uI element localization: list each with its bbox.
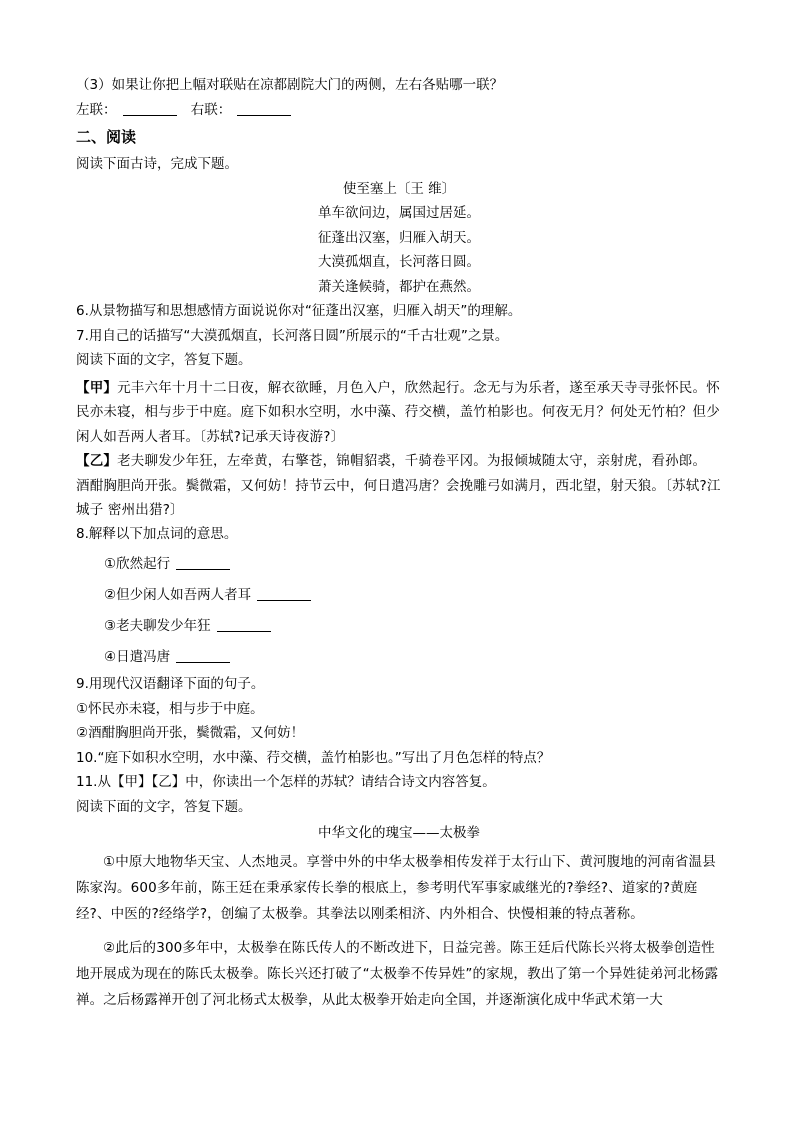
q3-question: （3）如果让你把上幅对联贴在凉都剧院大门的两侧，左右各贴哪一联？ bbox=[76, 77, 504, 93]
q8-item-text: ①欣然起行 bbox=[104, 556, 171, 572]
q8-answer-blank[interactable] bbox=[257, 587, 311, 601]
passage-jia-tag: 【甲】 bbox=[76, 379, 118, 396]
question-9: 9.用现代汉语翻译下面的句子。 bbox=[76, 676, 265, 692]
question-7: 7.用自己的话描写“大漠孤烟直，长河落日圆”所展示的“千古壮观”之景。 bbox=[76, 327, 509, 344]
q8-answer-blank[interactable] bbox=[176, 649, 230, 663]
right-couplet-blank[interactable] bbox=[237, 102, 291, 116]
q8-item-text: ④日遣冯唐 bbox=[104, 649, 171, 665]
q8-answer-blank[interactable] bbox=[217, 618, 271, 632]
article-paragraph: ①中原大地物华天宝、人杰地灵。享誉中外的中华太极拳相传发祥于太行山下、黄河腹地的河南省温县陈家沟。600多年前，陈王廷在秉承家传长拳的根底上，参考明代军事家戚继光的?拳经?、道家的?黄庭经?、中医的?经络学?，创编了太极拳。其拳法以刚柔相济、内外相合、快慢相兼的特点著称。 bbox=[76, 853, 716, 922]
q8-item bbox=[76, 580, 722, 611]
q8-item bbox=[76, 611, 722, 642]
q9-item: ①怀民亦未寝，相与步于中庭。 bbox=[76, 700, 264, 717]
question-10: 10.“庭下如积水空明，水中藻、荇交横，盖竹柏影也。”写出了月色怎样的特点？ bbox=[76, 749, 551, 766]
q8-item bbox=[76, 642, 722, 673]
article-intro: 阅读下面的文字，答复下题。 bbox=[76, 798, 252, 815]
q9-item: ②酒酣胸胆尚开张，鬓微霜，又何妨！ bbox=[76, 725, 305, 741]
poem-title: 使至塞上〔王 维〕 bbox=[342, 180, 456, 197]
question-8: 8.解释以下加点词的意思。 bbox=[76, 525, 238, 542]
passage-yi-tag: 【乙】 bbox=[76, 453, 118, 469]
question-11: 11.从【甲】【乙】中，你读出一个怎样的苏轼？请结合诗文内容答复。 bbox=[76, 774, 496, 790]
left-couplet-label: 左联： bbox=[76, 101, 117, 118]
article-title: 中华文化的瑰宝——太极拳 bbox=[318, 825, 480, 841]
prose-intro: 阅读下面的文字，答复下题。 bbox=[76, 352, 252, 368]
poem-line: 萧关逢候骑，都护在燕然。 bbox=[318, 278, 480, 295]
passage-jia bbox=[76, 376, 722, 450]
article-paragraph: ②此后的300多年中，太极拳在陈氏传人的不断改进下，日益完善。陈王廷后代陈长兴将太极拳创造性地开展成为现在的陈氏太极拳。陈长兴还打破了“太极拳不传异姓”的家规，教出了第一个异姓徒弟河北杨露禅。之后杨露禅开创了河北杨式太极拳，从此太极拳开始走向全国，并逐渐演化成中华武术第一大 bbox=[76, 939, 719, 1008]
passage-yi bbox=[76, 449, 722, 523]
passage-yi-text: 老夫聊发少年狂，左牵黄，右擎苍，锦帽貂裘，千骑卷平冈。为报倾城随太守，亲射虎，看孙郎。 酒酣胸胆尚开张。鬓微霜，又何妨！持节云中，何日遣冯唐？会挽雕弓如满月，西北望，射天狼。〔苏轼?江城子 密州出猎?〕 bbox=[76, 453, 721, 518]
q8-item-text: ②但少闲人如吾两人者耳 bbox=[104, 587, 252, 603]
q8-item-text: ③老夫聊发少年狂 bbox=[104, 618, 211, 634]
document-page bbox=[76, 76, 722, 1021]
poem-intro: 阅读下面古诗，完成下题。 bbox=[76, 156, 238, 172]
poem-line: 单车欲问边，属国过居延。 bbox=[318, 205, 480, 221]
poem-line: 大漠孤烟直，长河落日圆。 bbox=[318, 254, 480, 270]
left-couplet-blank[interactable] bbox=[123, 102, 177, 116]
q3-answer-line bbox=[76, 101, 722, 126]
q8-item bbox=[76, 549, 722, 580]
passage-jia-text: 元丰六年十月十二日夜，解衣欲睡，月色入户，欣然起行。念无与为乐者，遂至承天寺寻张怀民。怀民亦未寝，相与步于中庭。庭下如积水空明，水中藻、荇交横，盖竹柏影也。何夜无月？何处无竹柏？但少闲人如吾两人者耳。〔苏轼?记承天诗夜游?〕 bbox=[76, 379, 720, 445]
question-6: 6.从景物描写和思想感情方面说说你对“征蓬出汉塞，归雁入胡天”的理解。 bbox=[76, 303, 522, 319]
right-couplet-label: 右联： bbox=[190, 101, 232, 118]
q8-answer-blank[interactable] bbox=[176, 556, 230, 570]
section-heading-reading: 二、阅读 bbox=[76, 128, 137, 146]
poem-line: 征蓬出汉塞，归雁入胡天。 bbox=[318, 229, 480, 246]
